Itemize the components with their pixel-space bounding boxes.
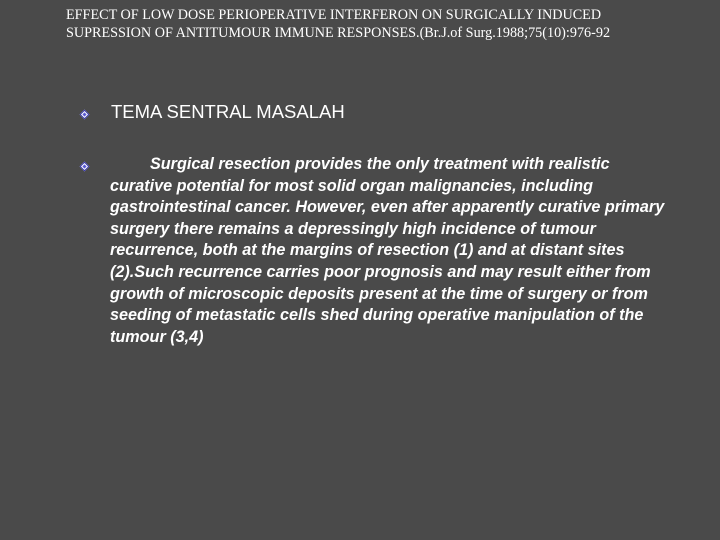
bullet-body-text: Surgical resection provides the only treatment with realistic curative potential for most solid organ malignancies, including gastrointestinal cancer. However, even after apparently curative primary surgery there remains a depressingly high incidence of tumour recurrence, both at the margins of resection (1) and at distant sites (2).Such recurrence carries poor prognosis and may result either from growth of microscopic deposits present at the time of surgery or from seeding of metastatic cells shed during operative manipulation of the tumour (3,4) (110, 155, 665, 346)
slide-title: EFFECT OF LOW DOSE PERIOPERATIVE INTERFERON ON SURGICALLY INDUCED SUPRESSION OF ANTITUMOUR IMMUNE RESPONSES.(Br.J.of Surg.1988;75(10):976-92 (66, 7, 611, 41)
diamond-bullet-icon (80, 162, 90, 172)
diamond-bullet-icon (80, 110, 90, 120)
bullet-heading: TEMA SENTRAL MASALAH (111, 101, 345, 122)
